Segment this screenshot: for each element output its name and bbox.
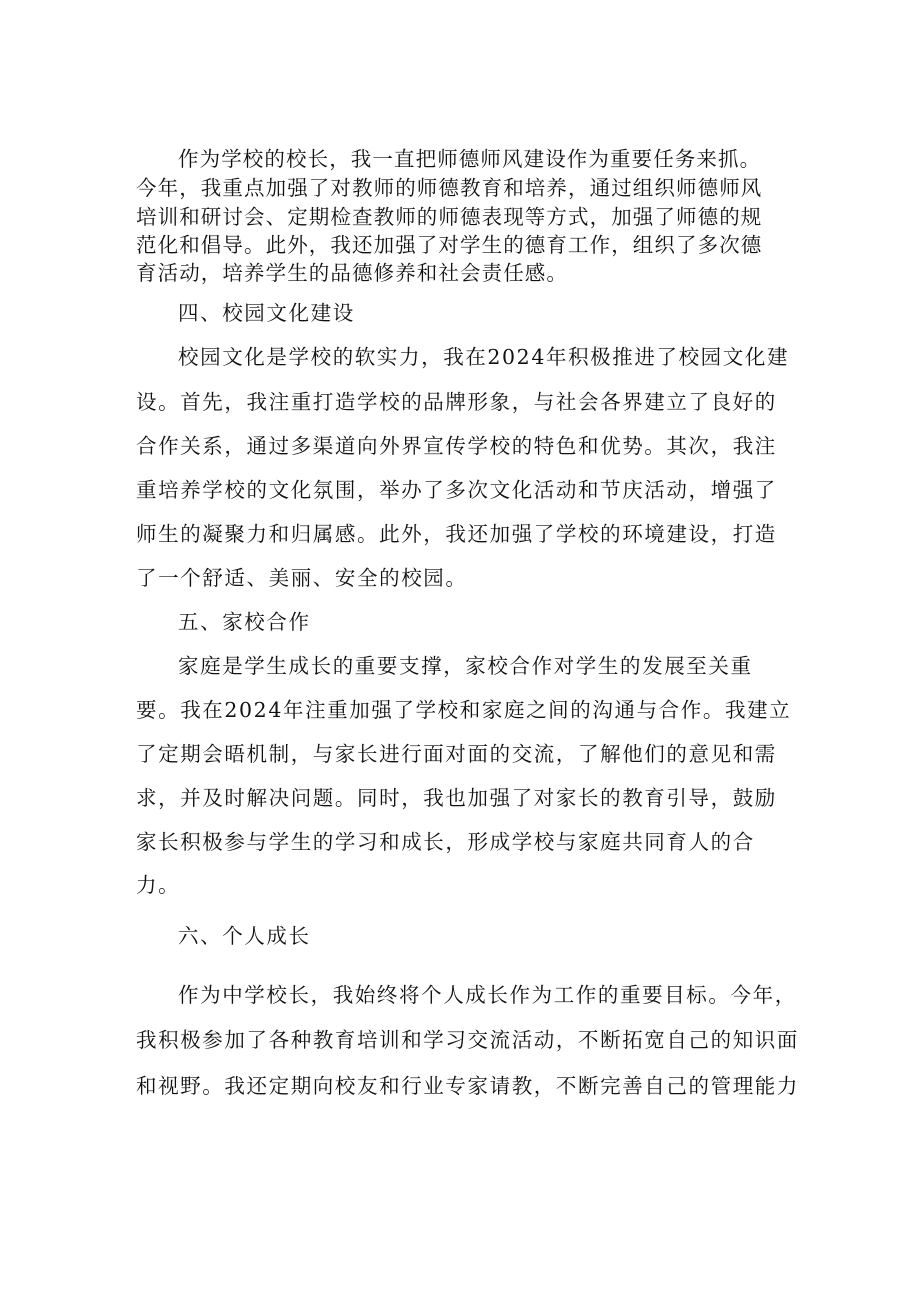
text-line: 合作关系，通过多渠道向外界宣传学校的特色和优势。其次，我注 xyxy=(136,434,777,458)
text-line: 家庭是学生成长的重要支撑，家校合作对学生的发展至关重 xyxy=(178,654,753,678)
text-line: 家长积极参与学生的学习和成长，形成学校与家庭共同育人的合 xyxy=(136,830,755,854)
text-line: 了定期会晤机制，与家长进行面对面的交流，了解他们的意见和需 xyxy=(136,742,777,766)
text-line: 我积极参加了各种教育培训和学习交流活动，不断拓宽自己的知识面 xyxy=(136,1028,799,1052)
text-line: 重培养学校的文化氛围，举办了多次文化活动和节庆活动，增强了 xyxy=(136,478,777,502)
text-line: 育活动，培养学生的品德修养和社会责任感。 xyxy=(136,261,568,285)
text-line: 了一个舒适、美丽、安全的校园。 xyxy=(136,566,468,590)
text-line: 和视野。我还定期向校友和行业专家请教，不断完善自己的管理能力 xyxy=(136,1074,799,1098)
text-line: 作为中学校长，我始终将个人成长作为工作的重要目标。今年， xyxy=(178,983,797,1007)
section-heading-home-school: 五、家校合作 xyxy=(178,610,311,634)
text-line: 今年，我重点加强了对教师的师德教育和培养，通过组织师德师风 xyxy=(136,176,763,200)
text-line: 要。我在2024年注重加强了学校和家庭之间的沟通与合作。我建立 xyxy=(136,698,792,722)
text-line: 培训和研讨会、定期检查教师的师德表现等方式，加强了师德的规 xyxy=(136,205,763,229)
text-line: 求，并及时解决问题。同时，我也加强了对家长的教育引导，鼓励 xyxy=(136,786,777,810)
text-line: 师生的凝聚力和归属感。此外，我还加强了学校的环境建设，打造 xyxy=(136,522,777,546)
text-line: 范化和倡导。此外，我还加强了对学生的德育工作，组织了多次德 xyxy=(136,233,763,257)
text-line: 校园文化是学校的软实力，我在2024年积极推进了校园文化建 xyxy=(178,345,790,369)
text-line: 力。 xyxy=(136,873,181,897)
text-line: 设。首先，我注重打造学校的品牌形象，与社会各界建立了良好的 xyxy=(136,390,777,414)
section-heading-personal-growth: 六、个人成长 xyxy=(178,924,311,948)
section-heading-campus-culture: 四、校园文化建设 xyxy=(178,301,355,325)
text-line: 作为学校的校长，我一直把师德师风建设作为重要任务来抓。 xyxy=(178,147,762,171)
